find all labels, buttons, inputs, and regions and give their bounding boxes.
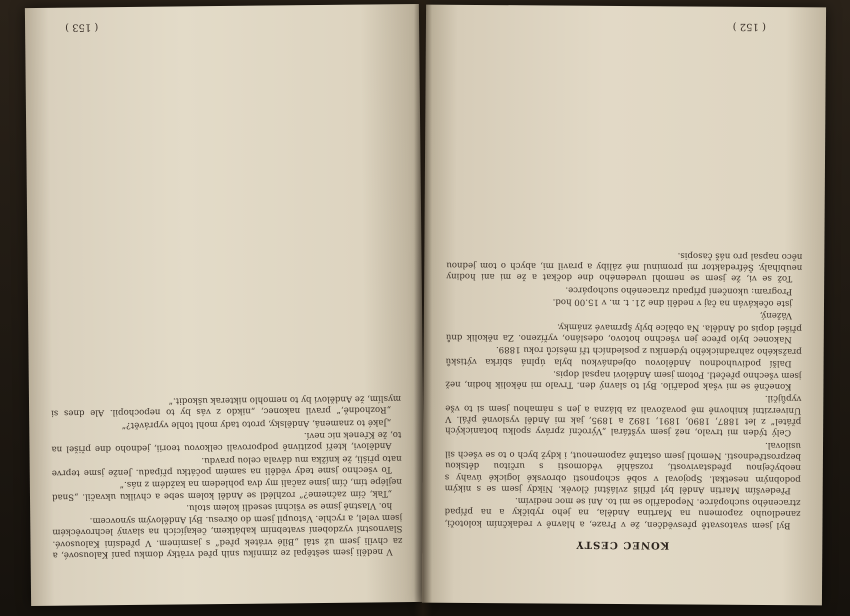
left-paragraph: ho. Vlastně jsme se všichni sesedli kolem stolu. [186, 500, 393, 513]
right-paragraph: Vážený, [759, 310, 792, 321]
right-paragraph: Především Martin Anděl byl příliš zvláštní člověk. Nikdy jsem se s nikým podobným nesetkal. Spojoval v sobě schopnosti obrovské logické úvahy s neobyčejnou představivostí, rozsáhlé vědomosti s určitou dětskou bezprostředností. Nemohl jsem ostatně zapomenout, i když bych o to se všech sil usiloval. [444, 439, 802, 495]
left-page [25, 4, 425, 606]
right-page-number: ( 152 ) [732, 20, 766, 32]
right-page-text [444, 45, 804, 559]
right-paragraph: Další podivuhodnou Andělovou objednávkou byla úplná sbírka výtisků pražského zahradnického týdeníku z posledních tří měsíců roku 1889. [445, 344, 802, 368]
left-paragraph: V neděli jsem seštěpal ze zimníku snih před vrátky domku paní Kalousové, a za chvíli jsem už stál „Bílé vrátek před“ s jasmínem. V předsíni Kalousové. Slavnostní vyzdobení svatebním kabátkem, čekajících na slavný lechrověckém jsem velel, a rychle. Vstoupil jsem do okresu. Byl Andělovým synovcem. [52, 512, 403, 560]
left-paragraph: „Rozhodně,“ pravil nakonec, „nikdo z vás by to nepochopil. Ale dnes si myslím, že Andělovi by to nemohlo nikterak uškodit.“ [51, 393, 402, 419]
right-page-upside-down [422, 5, 826, 606]
chapter-title: KONEC CESTY [575, 538, 670, 551]
right-paragraph: Tož se vi, že jsem se nemohl uvedeného dne dočkat a že mi ani hodiny neubíhaly. Šéfredaktor mi prominul mé záliby a pravil mi, abych o tom jednou něco napsal pro náš časopis. [446, 250, 803, 284]
right-paragraph: Byl jsem svatosvatě přesvědčen, že v Praze, a hlavně v redakčním kolotoči, zanedlouho zapomenu na Martina Anděla, na jeho rybičky a na případ ztraceného suchopárce. Nepodařilo se mi to. Ani se moc nedivím. [444, 495, 801, 530]
left-paragraph: To všechno jsme tedy věděli na samém počátku případu. Jenže jsme teprve nato přišli, že knížka mu dávala celou pravdu. [51, 452, 402, 478]
left-page-number: ( 153 ) [65, 21, 99, 33]
left-paragraph: Andělovi, kteří pozitivně podporovali celkovou teorii, jednoho dne přišel na to, že Křenek nic neví. [51, 429, 402, 455]
right-paragraph: Program: ukončení případu ztraceného suchopárce. [565, 284, 793, 296]
left-page-text [47, 44, 402, 560]
left-page-upside-down [25, 4, 425, 606]
right-paragraph: Nakonec bylo přece jen všechno hotovo, odesláno, vyřízeno. Za několik dnů přišel dopis od Anděla. Na obálce byly šprmavé známky. [445, 321, 802, 345]
right-paragraph: Celý týden mi trvalo, než jsem vyšťáral „Výroční zprávy spolku botanických přátel“ z let 1887, 1890, 1891, 1892 a 1895, jak mi Anděl vyslovně přál. V Univerzitní knihovně mě považovali za blázna a jen s námahou jsem si to vše vypůjčil. [445, 393, 802, 438]
right-paragraph: jste očekáván na čaj v neděli dne 21. t. m. v 15.00 hod. [552, 296, 793, 309]
right-paragraph: Konečně se mi však podařilo. Byl to slavný den. Trvalo mi několik hodin, než jsem všechno přečetl. Potom jsem Andělovi napsal dopis. [445, 368, 802, 392]
left-paragraph: „Jaké to znamená, Andělsky, proto tady mohl tohle vyprávět?“ [121, 417, 392, 430]
right-page [422, 5, 826, 606]
book-gutter [414, 0, 432, 616]
left-paragraph: „Tak, čím začneme?“ rozhlédl se Anděl kolem sebe a chvilku ukvačil. „Snad nejlépe tím, čím jsme začali my dva pohledem na každém z nás.“ [51, 476, 402, 502]
